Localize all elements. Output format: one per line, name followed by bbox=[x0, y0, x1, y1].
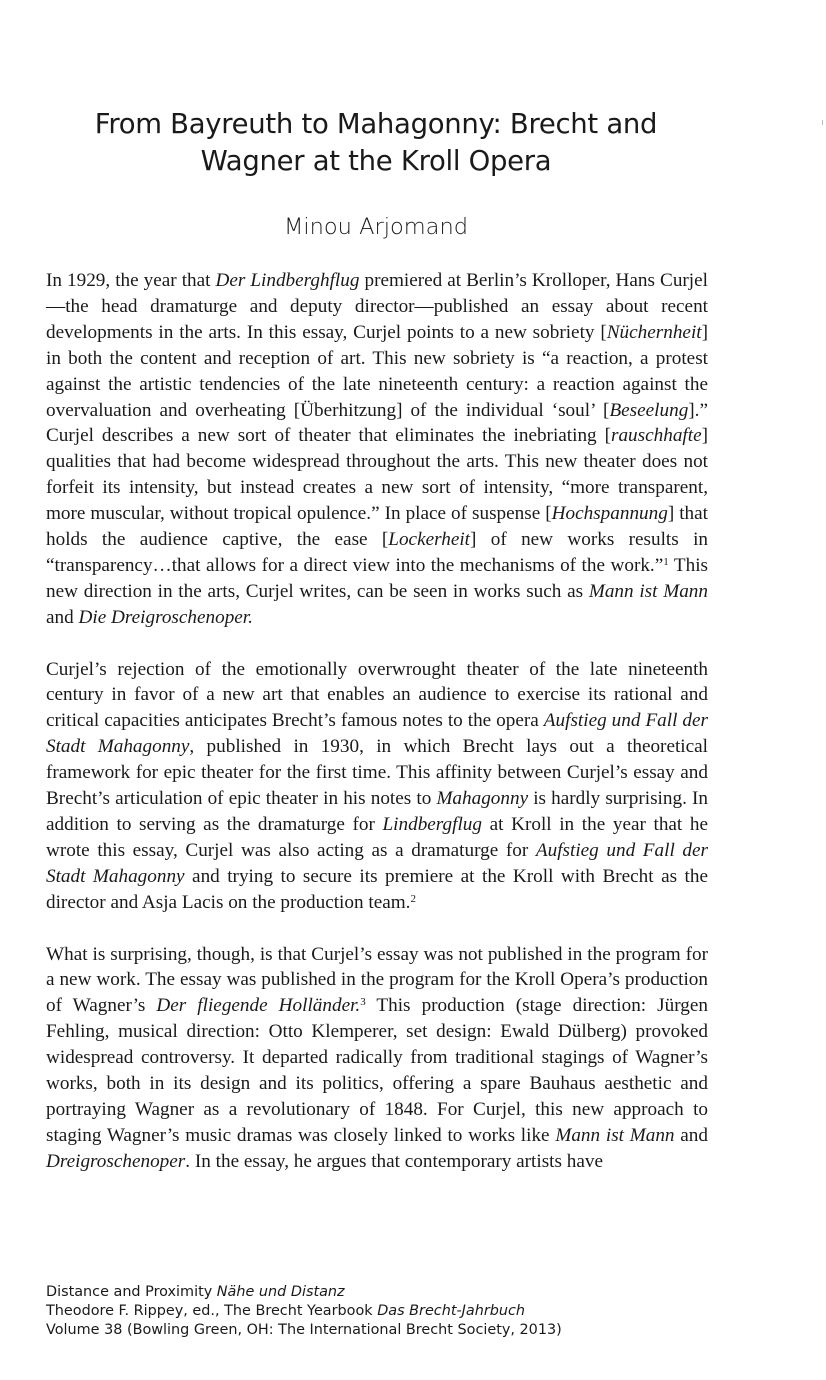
page-edge-mark bbox=[822, 120, 823, 125]
body-paragraph bbox=[46, 942, 708, 1175]
text-run: . In the essay, he argues that contemporary artists have bbox=[185, 1150, 603, 1172]
italic-text: Nähe und Distanz bbox=[216, 1284, 345, 1300]
text-run: ] qualities that had become widespread throughout the arts. This new theater does not forfeit its intensity, but instead creates a new sort of intensity, “more transparent, more muscular, without tropical opulence.” In place of suspense [ bbox=[46, 425, 708, 525]
article-title-line: Wagner at the Kroll Opera bbox=[200, 145, 552, 177]
italic-text: Aufstieg und Fall der Stadt Mahagonny bbox=[46, 710, 708, 758]
article-body bbox=[46, 268, 708, 1175]
text-run: , published in 1930, in which Brecht lays out a theoretical framework for epic theater for the first time. This affinity between Curjel’s essay and Brecht’s articulation of epic theater in his notes to bbox=[46, 736, 708, 810]
footnote-marker: 1 bbox=[663, 555, 669, 568]
italic-text: Das Brecht-Jahrbuch bbox=[377, 1303, 526, 1319]
text-run: This production (stage direction: Jürgen Fehling, musical direction: Otto Klemperer, set design: Ewald Dülberg) provoked widespread controversy. It departed radically from traditional stagings of Wagner’s works, both in its design and its politics, offering a spare Bauhaus aesthetic and portraying Wagner as a revolutionary of 1848. For Curjel, this new approach to staging Wagner’s music dramas was closely linked to works like bbox=[46, 995, 708, 1146]
italic-text: Mahagonny bbox=[436, 788, 529, 810]
italic-text: Nüchernheit bbox=[606, 321, 702, 343]
text-run: Theodore F. Rippey, ed., The Brecht Yearbook bbox=[46, 1303, 378, 1319]
text-run: Curjel’s rejection of the emotionally overwrought theater of the late nineteenth century in favor of a new art that enables an audience to exercise its rational and critical capacities anticipates Brecht’s famous notes to the opera bbox=[46, 658, 708, 732]
text-run: and bbox=[674, 1124, 708, 1146]
text-run: ] in both the content and reception of art. This new sobriety is “a reaction, a protest against the artistic tendencies of the late nineteenth century: a reaction against the overvaluation and overheating [Überhitzung] of the individual ‘soul’ [ bbox=[46, 321, 708, 421]
author-name: Minou Arjomand bbox=[283, 214, 468, 240]
footer-line-volume bbox=[46, 1321, 746, 1340]
italic-text: Der Lindberghflug bbox=[215, 270, 360, 291]
body-paragraph bbox=[46, 268, 708, 631]
italic-text: Aufstieg und Fall der Stadt Mahagonny bbox=[46, 839, 708, 887]
italic-text: Lindbergflug bbox=[382, 814, 482, 836]
text-run: Distance and Proximity bbox=[46, 1284, 217, 1300]
italic-text: Dreigroschenoper bbox=[46, 1150, 186, 1172]
text-run: This new direction in the arts, Curjel writes, can be seen in works such as bbox=[46, 554, 709, 602]
italic-text: Mann ist Mann bbox=[555, 1124, 675, 1146]
text-run: premiered at Berlin’s Krolloper, Hans Curjel—the head dramaturge and deputy director—published an essay about recent developments in the arts. In this essay, Curjel points to a new sobriety [ bbox=[46, 270, 708, 343]
text-run: What is surprising, though, is that Curjel’s essay was not published in the program for a new work. The essay was published in the program for the Kroll Opera’s production of Wagner’s bbox=[46, 943, 708, 1017]
footnote-marker: 2 bbox=[410, 892, 416, 905]
body-paragraph bbox=[46, 657, 708, 916]
text-run: and trying to secure its premiere at the Kroll with Brecht as the director and Asja Lacis on the production team. bbox=[46, 865, 708, 913]
text-run: at Kroll in the year that he wrote this essay, Curjel was also acting as a dramaturge for bbox=[46, 814, 708, 861]
text-run: Volume 38 (Bowling Green, OH: The International Brecht Society, 2013) bbox=[46, 1322, 562, 1338]
article-title bbox=[60, 106, 692, 180]
text-run: In 1929, the year that bbox=[46, 270, 216, 291]
footer-line-series bbox=[46, 1283, 746, 1302]
text-run: is hardly surprising. In addition to serving as the dramaturge for bbox=[46, 788, 708, 836]
italic-text: Die Dreigroschenoper. bbox=[78, 606, 253, 628]
italic-text: Der fliegende Holländer. bbox=[156, 995, 361, 1017]
text-run: ].” Curjel describes a new sort of theater that eliminates the inebriating [ bbox=[46, 399, 708, 447]
italic-text: rauschhafte bbox=[611, 425, 702, 447]
text-run: ] of new works results in “transparency…that allows for a direct view into the mechanisms of the work.” bbox=[46, 529, 708, 576]
italic-text: Beseelung bbox=[609, 399, 689, 421]
publication-footer bbox=[46, 1283, 746, 1340]
footnote-marker: 3 bbox=[360, 996, 366, 1009]
italic-text: Mann ist Mann bbox=[588, 580, 708, 602]
italic-text: Lockerheit bbox=[388, 529, 471, 551]
italic-text: Hochspannung bbox=[551, 503, 668, 525]
text-run: ] that holds the audience captive, the ease [ bbox=[46, 503, 708, 551]
footer-line-editor bbox=[46, 1302, 746, 1321]
text-run: and bbox=[46, 606, 79, 628]
article-title-line: From Bayreuth to Mahagonny: Brecht and bbox=[94, 108, 658, 140]
